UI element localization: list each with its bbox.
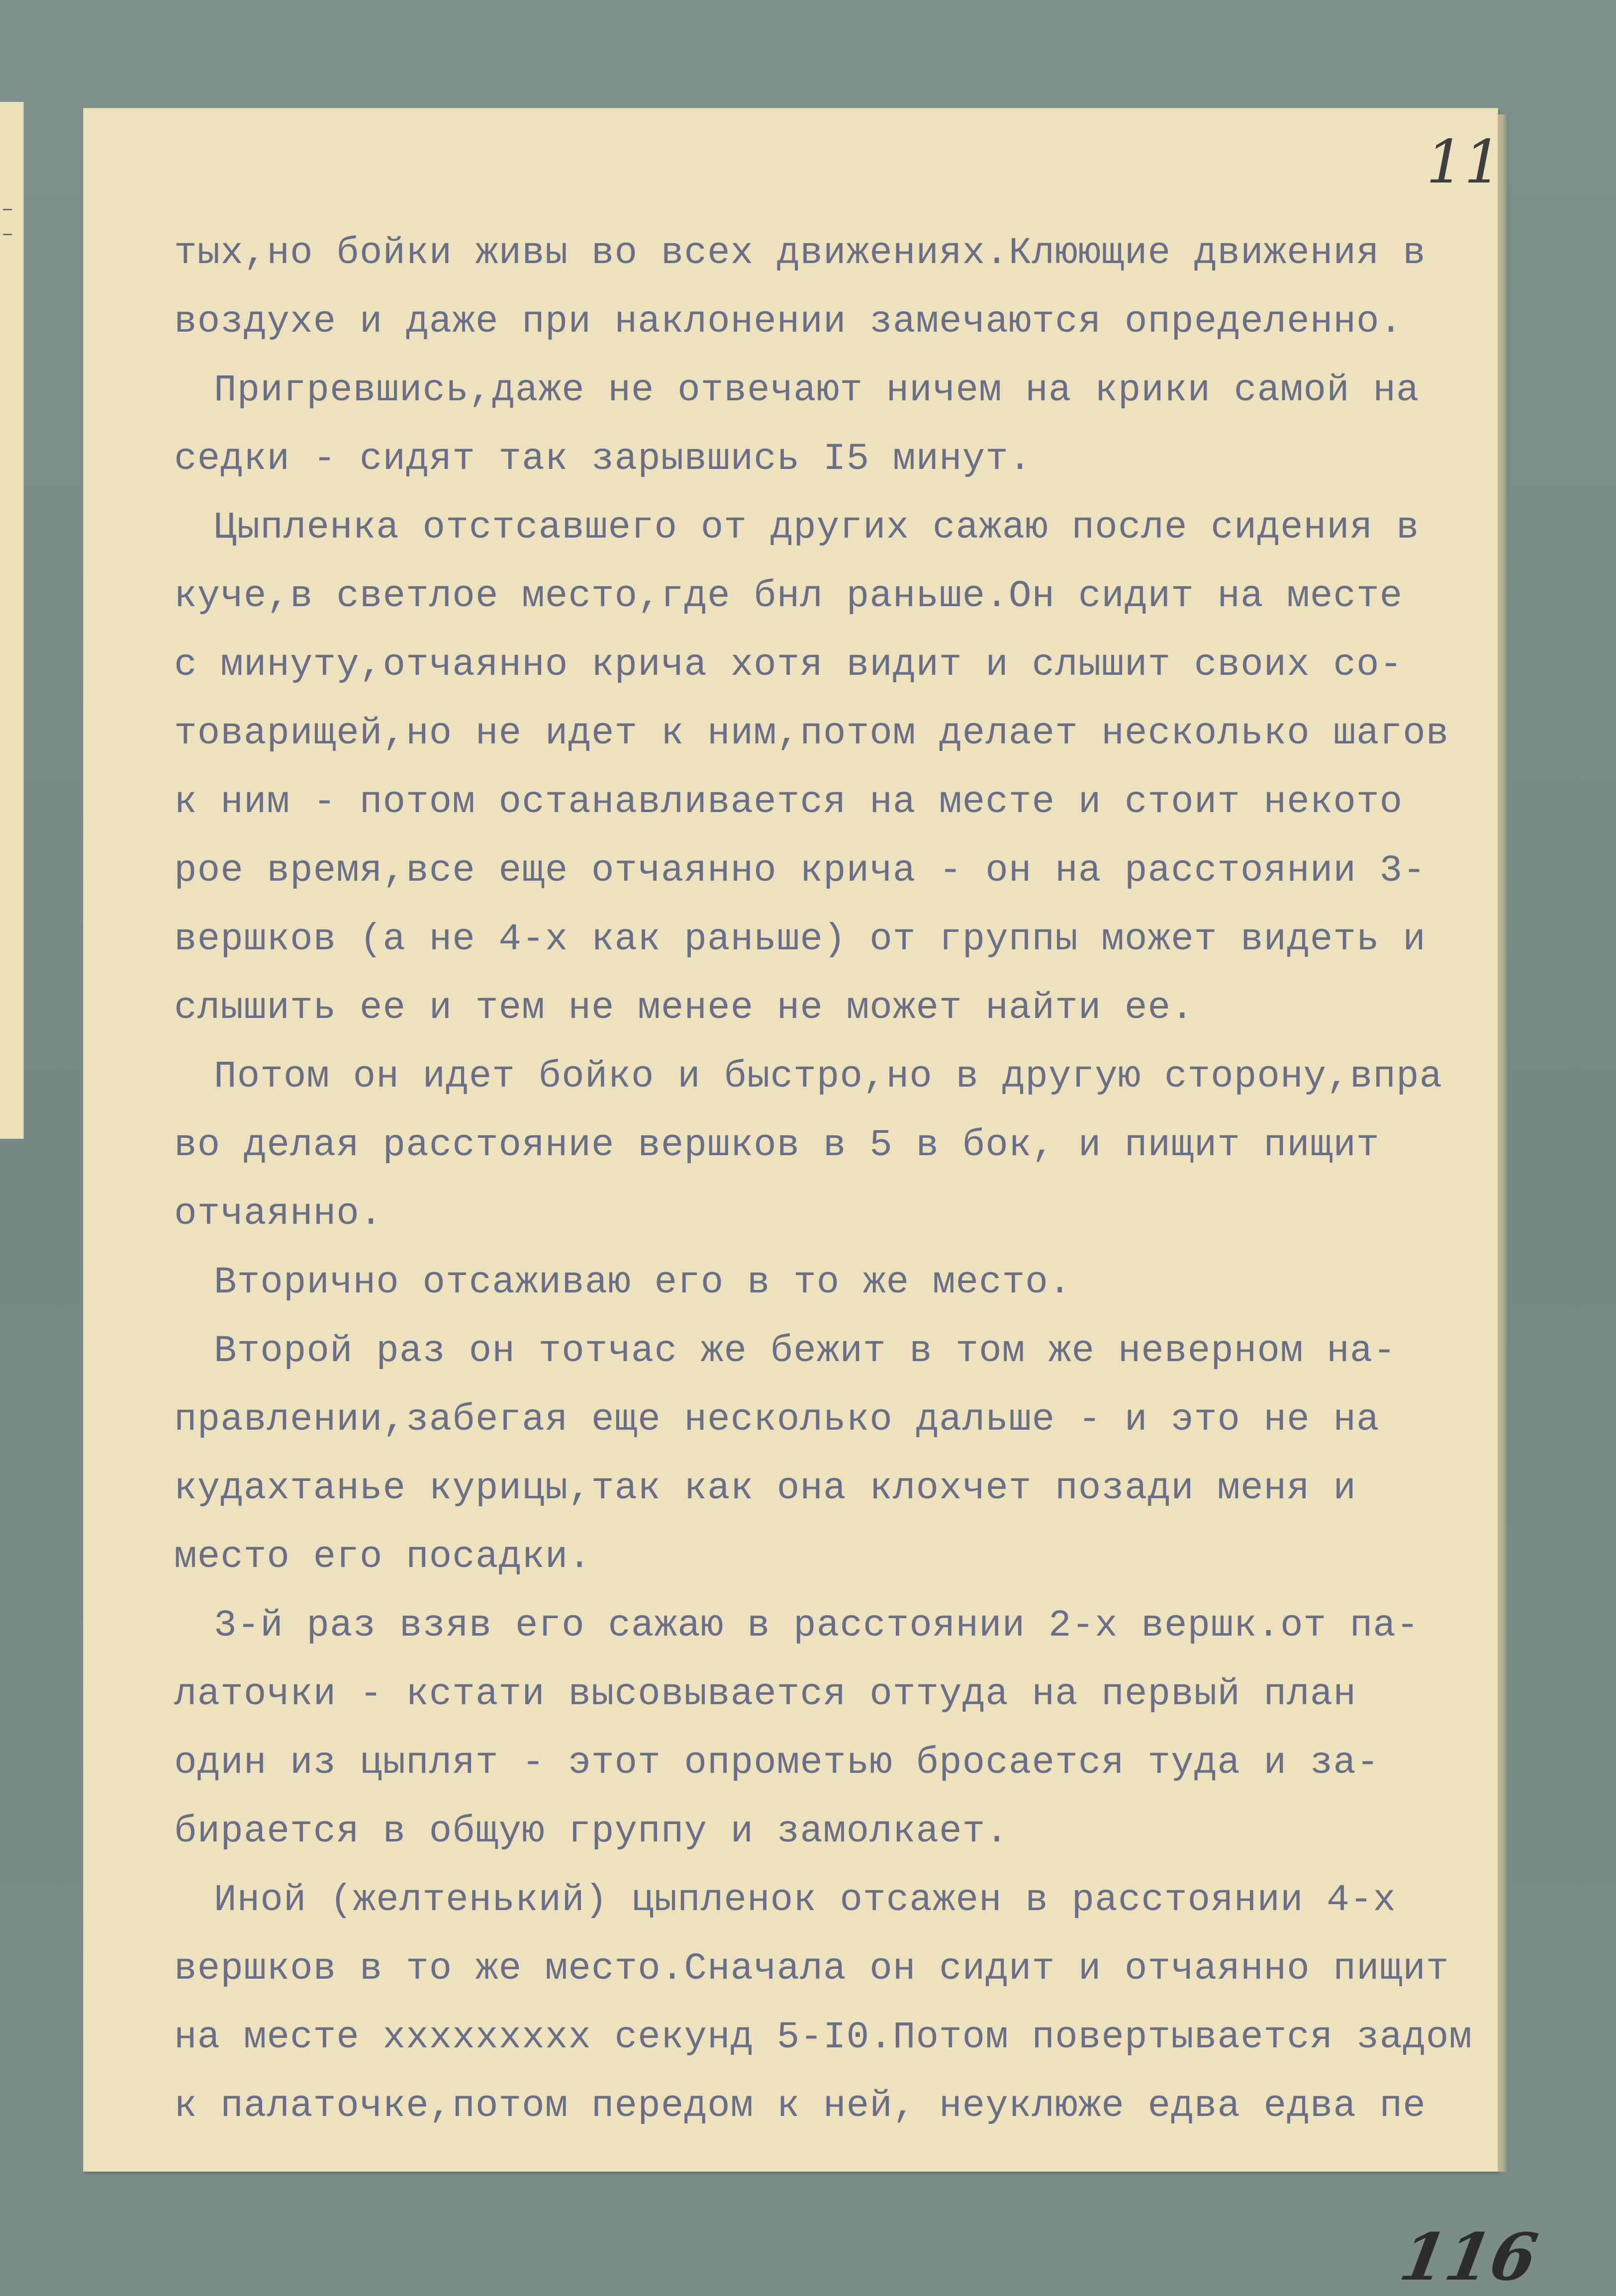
text-line: один из цыплят - этот опрометью бросается туда и за- [174,1742,1380,1784]
text-line: латочки - кстати высовывается оттуда на первый план [174,1673,1356,1716]
page-shadow [1498,114,1509,2172]
archive-folio-number: 116 [1394,2219,1543,2295]
text-line: на месте ххххххххх секунд 5-I0.Потом повертывается задом [174,2016,1473,2059]
text-line: Потом он идет бойко и быстро,но в другую сторону,впра [214,1055,1443,1098]
text-line: кудахтанье курицы,так как она клохчет позади меня и [174,1467,1356,1510]
text-line: Второй раз он тотчас же бежит в том же неверном на- [214,1330,1396,1373]
text-line: седки - сидят так зарывшись I5 минут. [174,438,1032,480]
text-line: рое время,все еще отчаянно крича - он на расстоянии 3- [174,849,1426,892]
text-line: слышить ее и тем не менее не может найти ее. [174,987,1194,1029]
text-line: во делая расстояние вершков в 5 в бок, и пищит пищит [174,1124,1380,1167]
text-line: бирается в общую группу и замолкает. [174,1810,1009,1853]
text-line: Пригревшись,даже не отвечают ничем на крики самой на [214,369,1420,412]
text-line: 3-й раз взяв его сажаю в расстоянии 2-х вершк.от па- [214,1604,1420,1647]
text-line: правлении,забегая еще несколько дальше - и это не на [174,1398,1380,1441]
edge-mark [3,234,12,235]
text-line: к палаточке,потом передом к ней, неуклюже едва едва пе [174,2085,1426,2127]
text-line: товарищей,но не идет к ним,потом делает несколько шагов [174,712,1449,755]
text-line: вершков (а не 4-х как раньше) от группы может видеть и [174,918,1426,961]
document-body [174,219,1477,2140]
text-line: к ним - потом останавливается на месте и стоит некото [174,781,1403,824]
text-line: с минуту,отчаянно крича хотя видит и слышит своих со- [174,643,1403,686]
text-line: отчаянно. [174,1193,383,1235]
text-line: Цыпленка отстсавшего от других сажаю после сидения в [214,506,1420,549]
text-line: место его посадки. [174,1536,591,1578]
edge-mark [3,209,12,210]
text-line: куче,в светлое место,где бнл раньше.Он сидит на месте [174,575,1403,618]
text-line: Иной (желтенький) цыпленок отсажен в расстоянии 4-х [214,1879,1396,1922]
handwritten-page-number: 11 [1426,128,1502,197]
text-line: тых,но бойки живы во всех движениях.Клюющие движения в [174,232,1426,275]
text-line: воздухе и даже при наклонении замечаются определенно. [174,300,1403,343]
adjacent-page-edge [0,102,24,1139]
text-line: Вторично отсаживаю его в то же место. [214,1261,1072,1304]
text-line: вершков в то же место.Сначала он сидит и отчаянно пищит [174,1947,1449,1990]
